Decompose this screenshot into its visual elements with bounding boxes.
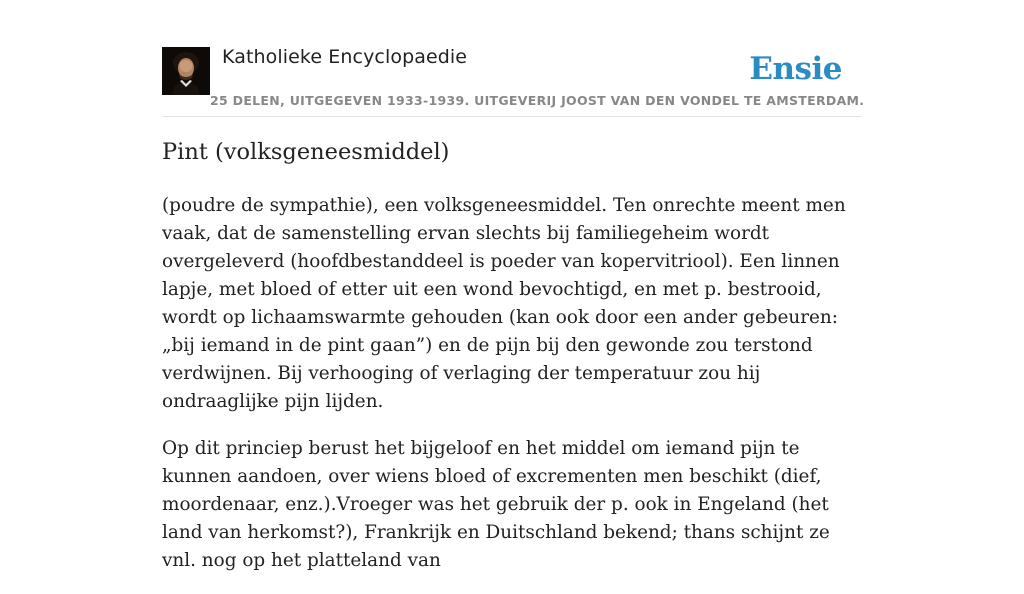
source-title[interactable]: Katholieke Encyclopaedie xyxy=(222,46,468,68)
entry-paragraph: (poudre de sympathie), een volksgeneesmiddel. Ten onrechte meent men vaak, dat de samenstelling ervan slechts bij familiegeheim wordt overgeleverd (hoofdbestanddeel is poeder van kopervitriool). Een linnen lapje, met bloed of etter uit een wond bevochtigd, en met p. bestrooid, wordt op lichaamswarmte gehouden (kan ook door een ander gebeuren: „bij iemand in de pint gaan”) en de pijn bij den gewonde zou terstond verdwijnen. Bij verhooging of verlaging der temperatuur zou hij ondraaglijke pijn lijden. xyxy=(162,195,846,412)
source-header xyxy=(162,0,865,117)
entry-title: Pint (volksgeneesmiddel) xyxy=(162,139,450,165)
ensie-logo-link[interactable]: Ensie xyxy=(749,51,842,87)
page-container xyxy=(162,0,865,571)
portrait-avatar-graphic xyxy=(162,47,210,95)
portrait-avatar-icon[interactable] xyxy=(162,47,210,95)
entry-paragraph: Op dit princiep berust het bijgeloof en het middel om iemand pijn te kunnen aandoen, over wiens bloed of excrementen men beschikt (dief, moordenaar, enz.).Vroeger was het gebruik der p. ook in Engeland (het land van herkomst?), Frankrijk en Duitschland bekend; thans schijnt ze vnl. nog op het platteland van xyxy=(162,438,830,571)
entry-body xyxy=(162,192,862,594)
source-subtitle: 25 DELEN, UITGEGEVEN 1933-1939. UITGEVERIJ JOOST VAN DEN VONDEL TE AMSTERDAM. xyxy=(210,93,865,108)
